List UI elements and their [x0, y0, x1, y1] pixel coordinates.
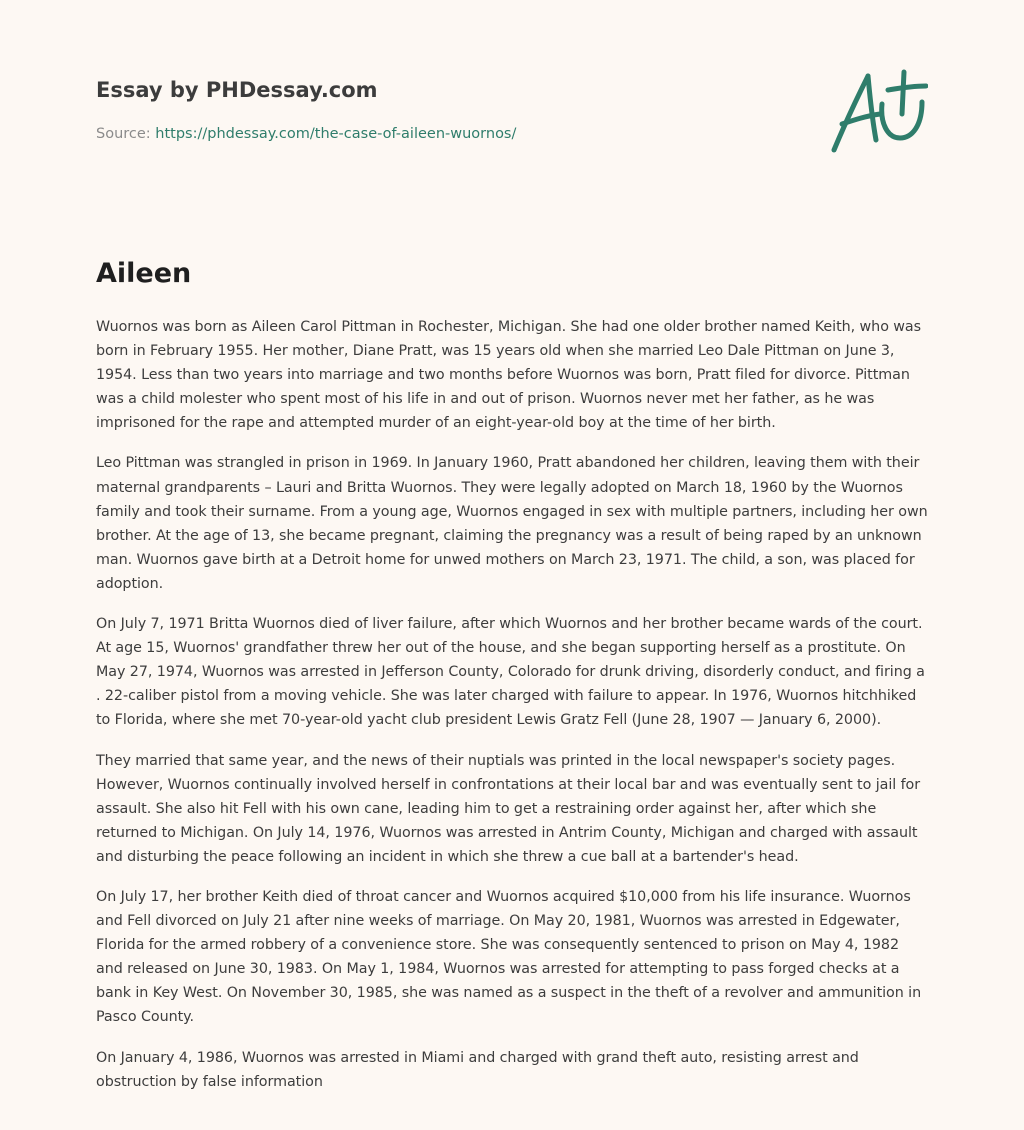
- paragraph: They married that same year, and the news of their nuptials was printed in the local newspaper's society pages. However, Wuornos continually involved herself in confrontations at their local bar and was eventually sent to jail for assault. She also hit Fell with his own cane, leading him to get a restraining order against her, after which she returned to Michigan. On July 14, 1976, Wuornos was arrested in Antrim County, Michigan and charged with assault and disturbing the peace following an incident in which she threw a cue ball at a bartender's head.: [96, 752, 921, 865]
- paragraph: On July 7, 1971 Britta Wuornos died of liver failure, after which Wuornos and her brother became wards of the court. At age 15, Wuornos' grandfather threw her out of the house, and she began supporting herself as a prostitute. On May 27, 1974, Wuornos was arrested in Jefferson County, Colorado for drunk driving, disorderly conduct, and firing a . 22-caliber pistol from a moving vehicle. She was later charged with failure to appear. In 1976, Wuornos hitchhiked to Florida, where she met 70-year-old yacht club president Lewis Gratz Fell (June 28, 1907 — January 6, 2000).: [96, 616, 925, 729]
- a-plus-logo-icon: [826, 68, 928, 160]
- source-line: [96, 124, 516, 144]
- paragraph: On January 4, 1986, Wuornos was arrested in Miami and charged with grand theft auto, resisting arrest and obstruction by false information: [96, 1049, 859, 1090]
- essay-body: [96, 315, 930, 1110]
- page-header: [96, 76, 928, 176]
- site-title: Essay by PHDessay.com: [96, 78, 378, 102]
- paragraph: Wuornos was born as Aileen Carol Pittman in Rochester, Michigan. She had one older brother named Keith, who was born in February 1955. Her mother, Diane Pratt, was 15 years old when she married Leo Dale Pittman on June 3, 1954. Less than two years into marriage and two months before Wuornos was born, Pratt filed for divorce. Pittman was a child molester who spent most of his life in and out of prison. Wuornos never met her father, as he was imprisoned for the rape and attempted murder of an eight-year-old boy at the time of her birth.: [96, 319, 922, 432]
- source-label: Source:: [96, 126, 156, 142]
- paragraph: On July 17, her brother Keith died of throat cancer and Wuornos acquired $10,000 from his life insurance. Wuornos and Fell divorced on July 21 after nine weeks of marriage. On May 20, 1981, Wuornos was arrested in Edgewater, Florida for the armed robbery of a convenience store. She was consequently sentenced to prison on May 4, 1982 and released on June 30, 1983. On May 1, 1984, Wuornos was arrested for attempting to pass forged checks at a bank in Key West. On November 30, 1985, she was named as a suspect in the theft of a revolver and ammunition in Pasco County.: [96, 888, 922, 1026]
- source-link[interactable]: https://phdessay.com/the-case-of-aileen-wuornos/: [155, 126, 517, 142]
- essay-title: Aileen: [96, 258, 192, 289]
- paragraph: Leo Pittman was strangled in prison in 1969. In January 1960, Pratt abandoned her children, leaving them with their maternal grandparents – Lauri and Britta Wuornos. They were legally adopted on March 18, 1960 by the Wuornos family and took their surname. From a young age, Wuornos engaged in sex with multiple partners, including her own brother. At the age of 13, she became pregnant, claiming the pregnancy was a result of being raped by an unknown man. Wuornos gave birth at a Detroit home for unwed mothers on March 23, 1971. The child, a son, was placed for adoption.: [96, 455, 928, 592]
